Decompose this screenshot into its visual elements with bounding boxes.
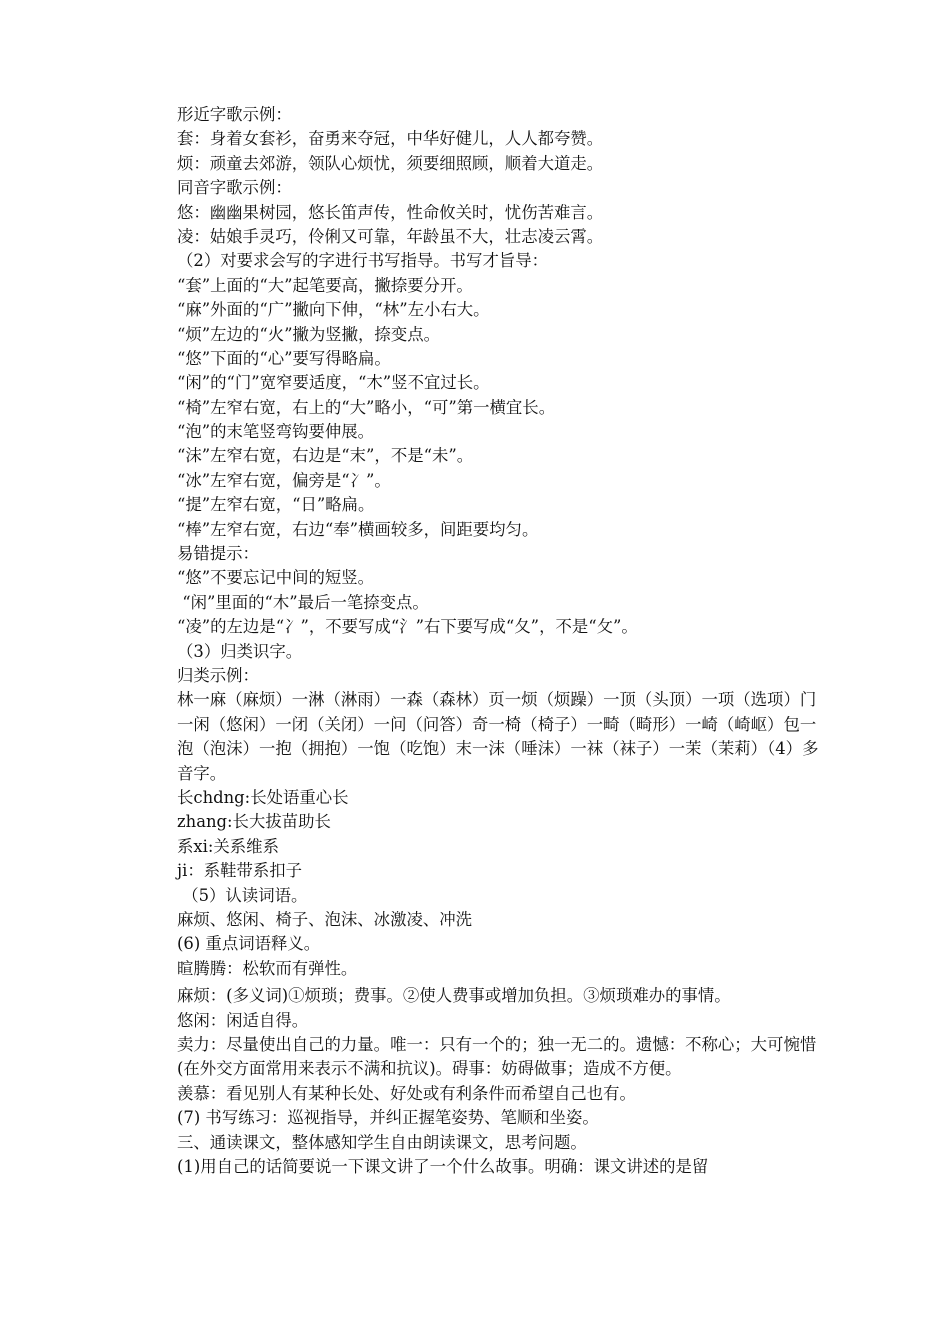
- text-line: (6) 重点词语释义。: [177, 934, 321, 954]
- text-line: “麻”外面的“广”撇向下伸，“林”左小右大。: [177, 300, 490, 320]
- text-line: 套：身着女套衫，奋勇来夺冠，中华好健儿，人人都夸赞。: [177, 129, 604, 149]
- text-line: 悠：幽幽果树园，悠长笛声传，性命攸关时，忧伤苦难言。: [177, 202, 604, 222]
- text-line: 麻烦、悠闲、椅子、泡沫、冰激凌、冲洗: [177, 909, 473, 929]
- text-line: 悠闲：闲适自得。: [177, 1010, 309, 1030]
- text-line: 麻烦：(多义词)①烦琐；费事。②使人费事或增加负担。③烦琐难办的事情。: [177, 986, 731, 1006]
- text-line: (1)用自己的话简要说一下课文讲了一个什么故事。明确：课文讲述的是留: [177, 1156, 709, 1176]
- text-line: 三、通读课文，整体感知学生自由朗读课文，思考问题。: [177, 1132, 587, 1152]
- text-line: ji：系鞋带系扣子: [177, 861, 303, 881]
- section-heading: 归类示例：: [177, 665, 259, 685]
- text-line: “闲”里面的“木”最后一笔捺变点。: [177, 592, 429, 612]
- text-line: “沫”左窄右宽，右边是“末”，不是“未”。: [177, 446, 474, 466]
- text-line: “闲”的“门”宽窄要适度，“木”竖不宜过长。: [177, 373, 490, 393]
- text-line: 凌：姑娘手灵巧，伶俐又可靠，年龄虽不大，壮志凌云霄。: [177, 226, 604, 246]
- text-line: “泡”的末笔竖弯钩要伸展。: [177, 422, 375, 442]
- text-line: “悠”不要忘记中间的短竖。: [177, 568, 375, 588]
- section-heading: 形近字歌示例：: [177, 105, 292, 124]
- section-heading: 易错提示：: [177, 544, 259, 564]
- text-line: “悠”下面的“心”要写得略扁。: [177, 348, 391, 368]
- text-line: “烦”左边的“火”撇为竖撇，捺变点。: [177, 324, 440, 344]
- document-page: [177, 103, 827, 1179]
- text-line: 羡慕：看见别人有某种长处、好处或有利条件而希望自己也有。: [177, 1083, 636, 1103]
- text-line: “提”左窄右宽，“日”略扁。: [177, 495, 375, 515]
- text-line: “凌”的左边是“冫”，不要写成“氵”右下要写成“夂”，不是“攵”。: [177, 617, 638, 637]
- text-line: zhang:长大拔苗助长: [177, 812, 331, 832]
- section-heading: 同音字歌示例：: [177, 178, 292, 198]
- text-line: 系xi:关系维系: [177, 836, 279, 856]
- classification-paragraph: 林一麻（麻烦）一淋（淋雨）一森（森林）页一烦（烦躁）一顶（头顶）一项（选项）门一闲（悠闲）一闭（关闭）一问（问答）奇一椅（椅子）一畸（畸形）一崎（崎岖）包一泡（泡沫）一抱（拥抱）一饱（吃饱）末一沫（唾沫）一袜（袜子）一茉（茉莉）（4）多音字。: [177, 690, 819, 783]
- text-line: 烦：顽童去郊游，领队心烦忧，须要细照顾，顺着大道走。: [177, 153, 604, 173]
- text-line: 长chdng:长处语重心长: [177, 788, 349, 807]
- text-line: “冰”左窄右宽，偏旁是“冫”。: [177, 470, 391, 490]
- text-line: （3）归类识字。: [177, 641, 303, 661]
- text-line: “棒”左窄右宽，右边“奉”横画较多，间距要均匀。: [177, 519, 539, 539]
- text-line: （2）对要求会写的字进行书写指导。书写才旨导：: [177, 251, 549, 271]
- text-line: “椅”左窄右宽，右上的“大”略小，“可”第一横宜长。: [177, 397, 556, 417]
- text-line: “套”上面的“大”起笔要高，撇捺要分开。: [177, 275, 473, 295]
- text-line: 暄腾腾：松软而有弹性。: [177, 958, 358, 978]
- text-line: （5）认读词语。: [177, 885, 308, 905]
- definition-paragraph: 卖力：尽量使出自己的力量。唯一：只有一个的；独一无二的。遗憾：不称心；大可惋惜(在外交方面常用来表示不满和抗议)。碍事：妨碍做事；造成不方便。: [177, 1034, 817, 1079]
- text-line: (7) 书写练习：巡视指导，并纠正握笔姿势、笔顺和坐姿。: [177, 1108, 599, 1128]
